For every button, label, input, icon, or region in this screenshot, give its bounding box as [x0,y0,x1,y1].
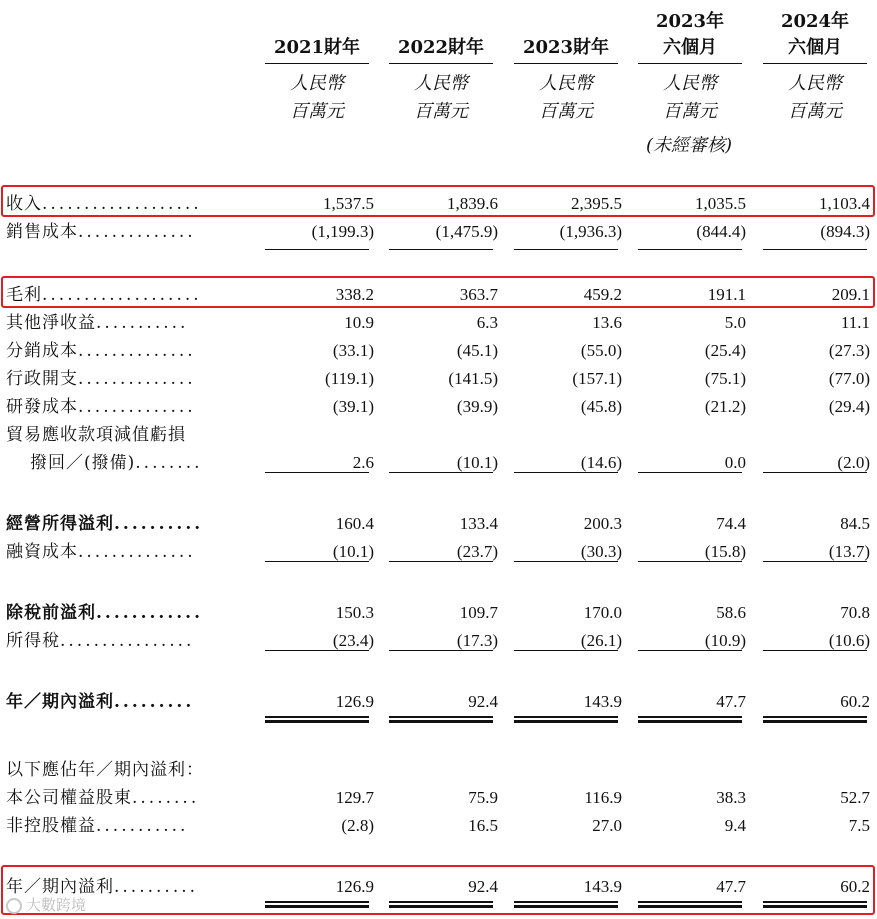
highlight-revenue-row [1,185,875,217]
subtotal-rule [265,249,369,250]
cell-value: (26.1) [580,631,622,650]
column-header-rule [514,63,618,64]
cell-value: (1,475.9) [435,222,498,241]
cell-value: (157.1) [572,369,622,388]
cell-value: (1,199.3) [311,222,374,241]
cell-value: 11.1 [840,313,870,332]
leader-dots: ................... [42,285,202,305]
row-label-text: 以下應佔年／期內溢利： [6,760,204,780]
cell-value: (10.9) [704,631,746,650]
cell-value: (30.3) [580,542,622,561]
total-double-rule [763,716,867,723]
cell-value: 0.0 [724,453,746,472]
unit-currency: 人民幣 [290,73,344,94]
subtotal-rule [265,472,369,473]
total-double-rule [265,716,369,723]
row-label-text: 行政開支 [6,369,78,389]
leader-dots: .............. [78,341,196,361]
cell-value: (23.4) [332,631,374,650]
unit-currency: 人民幣 [414,73,468,94]
cell-value: 1,035.5 [695,194,746,213]
subtotal-rule [638,249,742,250]
cell-value: (39.9) [456,397,498,416]
row-label-text: 本公司權益股東 [6,788,132,808]
subtotal-rule [389,472,493,473]
cell-value: 52.7 [840,788,870,807]
cell-value: 200.3 [583,514,622,533]
cell-value: 75.9 [468,788,498,807]
cell-value: 2,395.5 [571,194,622,213]
row-label-text: 年／期內溢利 [6,877,114,897]
cell-value: (2.0) [837,453,870,472]
unit-currency: 人民幣 [788,73,842,94]
cell-value: 70.8 [840,603,870,622]
subtotal-rule [638,561,742,562]
column-header-fy2023: 2023財年 [522,37,610,58]
total-double-rule [514,716,618,723]
leader-dots: .............. [78,397,196,417]
cell-value: 7.5 [848,816,870,835]
cell-value: 126.9 [335,692,374,711]
highlight-profit-total-row [1,865,875,915]
row-label [30,451,274,475]
cell-value: 38.3 [716,788,746,807]
row-label [6,690,250,714]
subtotal-rule [514,249,618,250]
row-label [6,629,250,653]
leader-dots: ........... [96,313,189,333]
cell-value: (39.1) [332,397,374,416]
row-label [6,423,250,447]
row-label [6,540,250,564]
cell-value: 363.7 [459,285,498,304]
row-label-text: 收入 [6,194,42,214]
column-header-2024-six-months: 六個月 [788,37,842,58]
leader-dots: .......... [114,877,199,897]
cell-value: (844.4) [696,222,746,241]
cell-value: 133.4 [459,514,498,533]
cell-value: 60.2 [840,877,870,896]
row-label [6,339,250,363]
subtotal-rule [763,249,867,250]
row-label-text: 撥回／(撥備) [30,453,136,473]
watermark-text: 大數跨境 [26,896,87,914]
cell-value: 27.0 [592,816,622,835]
highlight-gross-profit-row [1,276,875,308]
leader-dots: .............. [78,369,196,389]
column-header-2023-year: 2023年 [655,11,725,32]
unit-scale: 百萬元 [539,101,593,122]
unit-scale: 百萬元 [663,101,717,122]
cell-value: 92.4 [468,692,498,711]
cell-value: (141.5) [448,369,498,388]
leader-dots: ................... [42,194,202,214]
row-label [6,758,250,782]
cell-value: (2.8) [341,816,374,835]
leader-dots: .............. [78,222,196,242]
cell-value: 459.2 [583,285,622,304]
column-header-rule [265,63,369,64]
cell-value: 143.9 [583,877,622,896]
cell-value: 92.4 [468,877,498,896]
cell-value: (17.3) [456,631,498,650]
cell-value: (29.4) [828,397,870,416]
row-label-text: 年／期內溢利 [6,692,114,712]
cell-value: 13.6 [592,313,622,332]
cell-value: 60.2 [840,692,870,711]
cell-value: (13.7) [828,542,870,561]
leader-dots: .......... [114,514,204,534]
total-double-rule [638,716,742,723]
row-label-text: 毛利 [6,285,42,305]
cell-value: 129.7 [335,788,374,807]
cell-value: 1,537.5 [323,194,374,213]
cell-value: (15.8) [704,542,746,561]
cell-value: (75.1) [704,369,746,388]
cell-value: (10.1) [456,453,498,472]
subtotal-rule [763,561,867,562]
cell-value: (45.1) [456,341,498,360]
row-label [6,814,250,838]
subtotal-rule [265,561,369,562]
unaudited-note: (未經審核) [645,135,733,156]
cell-value: 16.5 [468,816,498,835]
row-label [6,601,250,625]
leader-dots: .............. [78,542,196,562]
cell-value: (77.0) [828,369,870,388]
row-label-text: 經營所得溢利 [6,514,114,534]
cell-value: 126.9 [335,877,374,896]
row-label [6,786,250,810]
column-header-2024-year: 2024年 [780,11,850,32]
cell-value: 9.4 [724,816,746,835]
row-label [6,512,250,536]
subtotal-rule [265,650,369,651]
cell-value: 74.4 [716,514,746,533]
cell-value: 10.9 [344,313,374,332]
subtotal-rule [389,650,493,651]
cell-value: (10.6) [828,631,870,650]
subtotal-rule [763,650,867,651]
cell-value: 84.5 [840,514,870,533]
cell-value: (25.4) [704,341,746,360]
cell-value: 2.6 [352,453,374,472]
subtotal-rule [638,650,742,651]
subtotal-rule [389,249,493,250]
cell-value: 338.2 [335,285,374,304]
unit-currency: 人民幣 [539,73,593,94]
cell-value: (10.1) [332,542,374,561]
column-header-rule [763,63,867,64]
row-label-text: 所得稅 [6,631,60,651]
cell-value: (119.1) [325,369,374,388]
row-label-text: 研發成本 [6,397,78,417]
cell-value: 1,103.4 [819,194,870,213]
row-label [6,311,250,335]
total-double-rule [389,716,493,723]
row-label [6,367,250,391]
cell-value: (14.6) [580,453,622,472]
subtotal-rule [763,472,867,473]
leader-dots: ......... [114,692,195,712]
cell-value: 47.7 [716,877,746,896]
watermark-logo-icon [6,898,22,914]
leader-dots: ........ [135,453,203,473]
subtotal-rule [514,650,618,651]
row-label-text: 銷售成本 [6,222,78,242]
subtotal-rule [389,561,493,562]
cell-value: 143.9 [583,692,622,711]
watermark [6,894,86,915]
cell-value: 5.0 [724,313,746,332]
cell-value: 6.3 [476,313,498,332]
column-header-fy2021: 2021財年 [273,37,361,58]
leader-dots: ........ [132,788,200,808]
row-label [6,220,250,244]
column-header-rule [638,63,742,64]
cell-value: (33.1) [332,341,374,360]
cell-value: 209.1 [831,285,870,304]
column-header-fy2022: 2022財年 [397,37,485,58]
column-header-2023-six-months: 六個月 [663,37,717,58]
cell-value: (55.0) [580,341,622,360]
row-label-text: 除稅前溢利 [6,603,96,623]
leader-dots: ................ [60,631,195,651]
subtotal-rule [638,472,742,473]
unit-currency: 人民幣 [663,73,717,94]
cell-value: 170.0 [583,603,622,622]
cell-value: (23.7) [456,542,498,561]
subtotal-rule [514,561,618,562]
unit-scale: 百萬元 [290,101,344,122]
cell-value: 191.1 [707,285,746,304]
row-label-text: 非控股權益 [6,816,96,836]
cell-value: (21.2) [704,397,746,416]
cell-value: (45.8) [580,397,622,416]
subtotal-rule [514,472,618,473]
cell-value: 1,839.6 [447,194,498,213]
row-label-text: 融資成本 [6,542,78,562]
cell-value: (894.3) [820,222,870,241]
column-header-rule [389,63,493,64]
leader-dots: ........... [96,816,189,836]
cell-value: (27.3) [828,341,870,360]
cell-value: 109.7 [459,603,498,622]
cell-value: 150.3 [335,603,374,622]
cell-value: (1,936.3) [559,222,622,241]
cell-value: 47.7 [716,692,746,711]
row-label [6,395,250,419]
row-label-text: 其他淨收益 [6,313,96,333]
leader-dots: ............ [96,603,204,623]
unit-scale: 百萬元 [414,101,468,122]
row-label-text: 貿易應收款項減值虧損 [6,425,186,445]
row-label-text: 分銷成本 [6,341,78,361]
unit-scale: 百萬元 [788,101,842,122]
cell-value: 160.4 [335,514,374,533]
cell-value: 116.9 [584,788,622,807]
cell-value: 58.6 [716,603,746,622]
